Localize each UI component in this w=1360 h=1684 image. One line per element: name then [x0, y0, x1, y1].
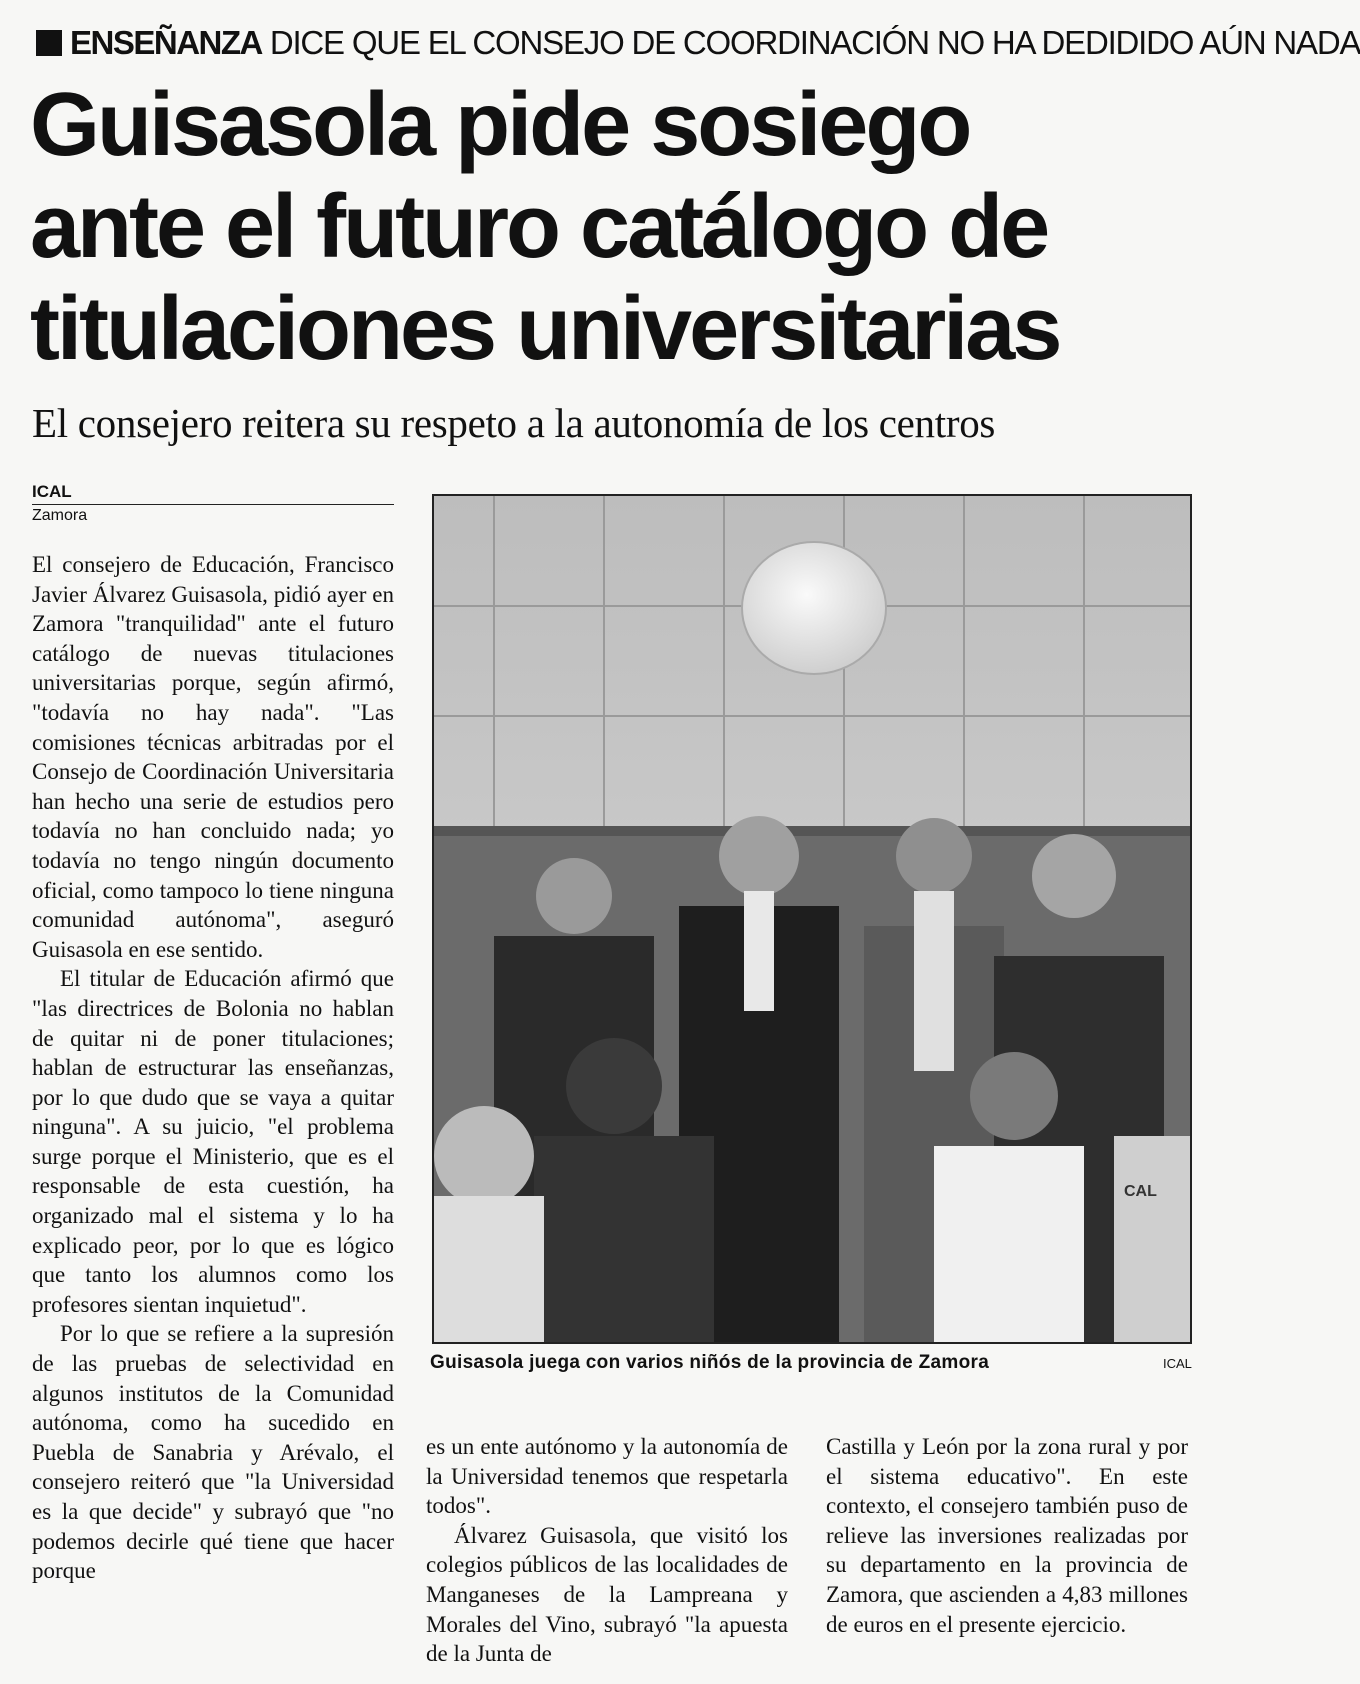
section-kicker — [36, 22, 1360, 64]
kicker-text: DICE QUE EL CONSEJO DE COORDINACIÓN NO HA DEDIDIDO AÚN NADA — [269, 24, 1360, 61]
photo-illustration — [434, 496, 1190, 1342]
byline — [32, 482, 394, 526]
body-paragraph: es un ente autónomo y la autonomía de la Universidad tenemos que respetarla todos". — [426, 1434, 788, 1519]
subheadline: El consejero reitera su respeto a la autonomía de los centros — [32, 400, 996, 446]
section-square-icon — [36, 30, 62, 56]
body-paragraph: Por lo que se refiere a la supresión de las pruebas de selectividad en algunos institutos de la Comunidad autónoma, como ha sucedido en Puebla de Sanabria y Arévalo, el consejero reiteró que "la Universidad es la que decide" y subrayó que "no podemos decirle qué tiene que hacer porque — [32, 1321, 394, 1584]
shirt-text: CAL — [1124, 1183, 1157, 1200]
headline — [30, 74, 1220, 380]
section-label: ENSEÑANZA — [70, 24, 262, 61]
body-paragraph: Castilla y León por la zona rural y por el sistema educativo". En este contexto, el consejero también puso de relieve las inversiones realizadas por su departamento en la provincia de Zamora, que ascienden a 4,83 millones de euros en el presente ejercicio. — [826, 1434, 1188, 1637]
byline-city: Zamora — [32, 507, 88, 524]
headline-line: Guisasola pide sosiego — [30, 75, 970, 175]
news-photo — [432, 494, 1192, 1344]
body-column-3 — [826, 1432, 1188, 1639]
byline-rule — [32, 504, 394, 505]
photo-credit: ICAL — [1163, 1356, 1192, 1371]
body-column-1 — [32, 550, 394, 1586]
body-paragraph: El consejero de Educación, Francisco Javier Álvarez Guisasola, pidió ayer en Zamora "tranquilidad" ante el futuro catálogo de nuevas titulaciones universitarias porque, según afirmó, "todavía no hay nada". "Las comisiones técnicas arbitradas por el Consejo de Coordinación Universitaria han hecho una serie de estudios pero todavía no han concluido nada; yo todavía no tengo ningún documento oficial, como tampoco lo tiene ninguna comunidad autónoma", aseguró Guisasola en ese sentido. — [32, 552, 394, 962]
ball — [742, 542, 886, 674]
headline-line: titulaciones universitarias — [30, 279, 1060, 379]
headline-line: ante el futuro catálogo de — [30, 177, 1048, 277]
byline-agency: ICAL — [32, 482, 72, 501]
photo-caption: Guisasola juega con varios niñós de la provincia de Zamora — [430, 1352, 990, 1373]
body-paragraph: El titular de Educación afirmó que "las directrices de Bolonia no hablan de quitar ni de poner titulaciones; hablan de estructurar las enseñanzas, por lo que dudo que se vaya a quitar ninguna". A su juicio, "el problema surge porque el Ministerio, que es el responsable de esta cuestión, ha organizado mal el sistema y lo ha explicado peor, por lo que es lógico que tanto los alumnos como los profesores sientan inquietud". — [32, 966, 394, 1317]
body-paragraph: Álvarez Guisasola, que visitó los colegios públicos de las localidades de Manganeses de la Lampreana y Morales del Vino, subrayó "la apuesta de la Junta de — [426, 1522, 788, 1667]
body-column-2 — [426, 1432, 788, 1669]
